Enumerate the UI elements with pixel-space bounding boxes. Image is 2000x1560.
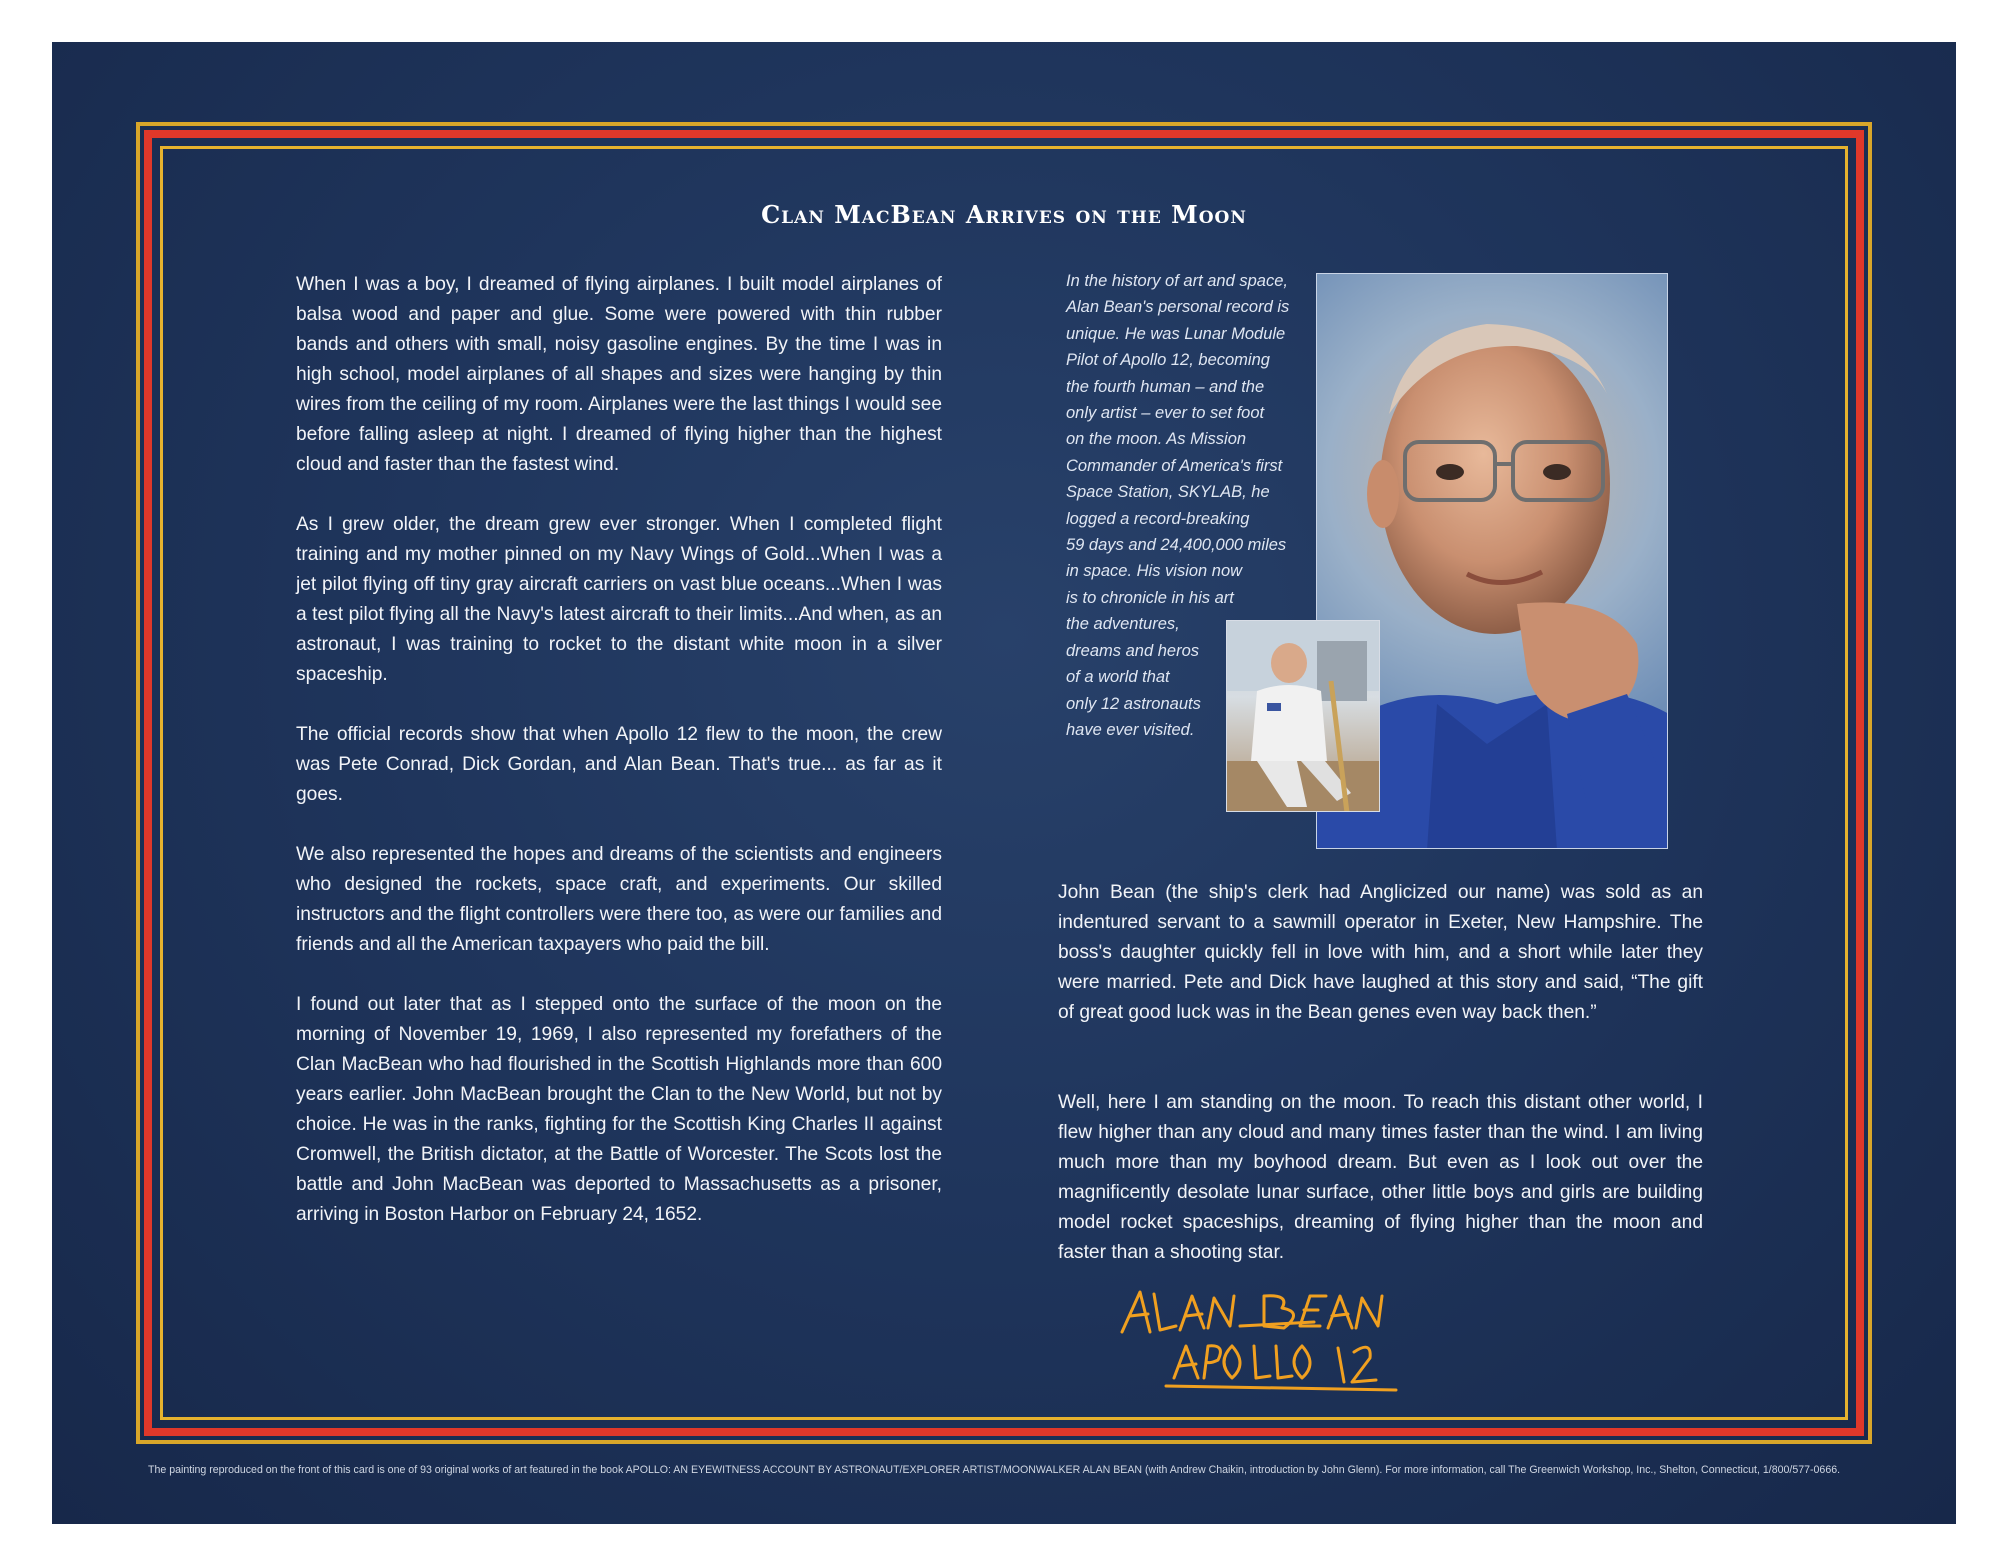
astronaut-illustration bbox=[1227, 621, 1380, 812]
paragraph: The official records show that when Apollo 12 flew to the moon, the crew was Pete Conrad, Dick Gordan, and Alan Bean. That's true... as far as it goes. bbox=[296, 724, 942, 805]
bio-line: only artist – ever to set foot bbox=[1066, 404, 1265, 423]
bio-line: the adventures, bbox=[1066, 615, 1180, 634]
paragraph: Well, here I am standing on the moon. To reach this distant other world, I flew higher than any cloud and many times faster than the wind. I am living much more than my boyhood dream. But even as I look out over the magnificently desolate lunar surface, other little boys and girls are building model rocket spaceships, dreaming of flying higher than the moon and faster than a shooting star. bbox=[1058, 1092, 1703, 1263]
footnote: The painting reproduced on the front of this card is one of 93 original works of art featured in the book APOLLO: AN EYEWITNESS ACCOUNT BY ASTRONAUT/EXPLORER ARTIST/MOONWALKER ALAN BEAN (with Andrew Chaikin, introduction by John Glenn). For more information, call The Greenwich Workshop, Inc., Shelton, Connecticut, 1/800/577-0666. bbox=[148, 1464, 1841, 1476]
bio-line: unique. He was Lunar Module bbox=[1066, 324, 1286, 343]
left-column bbox=[296, 270, 942, 1260]
astronaut-photo bbox=[1226, 620, 1380, 812]
bio-line: the fourth human – and the bbox=[1066, 377, 1265, 396]
paragraph: I found out later that as I stepped onto the surface of the moon on the morning of November 19, 1969, I also represented my forefathers of the Clan MacBean who had flourished in the Scottish Highlands more than 600 years earlier. John MacBean brought the Clan to the New World, but not by choice. He was in the ranks, fighting for the Scottish King Charles II against Cromwell, the British dictator, at the Battle of Worcester. The Scots lost the battle and John MacBean was deported to Massachusetts as a prisoner, arriving in Boston Harbor on February 24, 1652. bbox=[296, 994, 942, 1225]
right-column bbox=[1058, 878, 1703, 1058]
bio-line: on the moon. As Mission bbox=[1066, 430, 1247, 449]
bio-line: in space. His vision now bbox=[1066, 562, 1243, 581]
bio-line: Space Station, SKYLAB, he bbox=[1066, 483, 1270, 502]
bio-line: dreams and heros bbox=[1066, 641, 1199, 660]
bio-line: 59 days and 24,400,000 miles bbox=[1066, 536, 1287, 555]
right-column-closing bbox=[1058, 1088, 1703, 1298]
bio-line: Pilot of Apollo 12, becoming bbox=[1066, 351, 1270, 370]
bio-line: of a world that bbox=[1066, 668, 1170, 687]
paragraph: As I grew older, the dream grew ever stronger. When I completed flight training and my mother pinned on my Navy Wings of Gold...When I was a jet pilot flying off tiny gray aircraft carriers on vast blue oceans...When I was a test pilot flying all the Navy's latest aircraft to their limits...And when, as an astronaut, I was training to rocket to the distant white moon in a silver spaceship. bbox=[296, 514, 942, 685]
paragraph: When I was a boy, I dreamed of flying airplanes. I built model airplanes of balsa wood and paper and glue. Some were powered with thin rubber bands and others with small, noisy gasoline engines. By the time I was in high school, model airplanes of all shapes and sizes were hanging by thin wires from the ceiling of my room. Airplanes were the last things I would see before falling asleep at night. I dreamed of flying higher than the highest cloud and faster than the fastest wind. bbox=[296, 274, 942, 475]
signature-handwriting bbox=[1114, 1282, 1414, 1402]
bio-line: logged a record-breaking bbox=[1066, 509, 1250, 528]
bio-line: Commander of America's first bbox=[1066, 456, 1283, 475]
bio-line: In the history of art and space, bbox=[1066, 272, 1288, 290]
paragraph: John Bean (the ship's clerk had Anglicized our name) was sold as an indentured servant to a sawmill operator in Exeter, New Hampshire. The boss's daughter quickly fell in love with him, and a short while later they were married. Pete and Dick have laughed at this story and said, “The gift of great good luck was in the Bean genes even way back then.” bbox=[1058, 882, 1703, 1023]
signature bbox=[1114, 1282, 1414, 1402]
bio-line: is to chronicle in his art bbox=[1066, 588, 1234, 607]
bio-line: only 12 astronauts bbox=[1066, 694, 1201, 713]
bio-line: have ever visited. bbox=[1066, 720, 1195, 739]
page-title: Clan MacBean Arrives on the Moon bbox=[761, 200, 1247, 229]
bio-line: Alan Bean's personal record is bbox=[1066, 298, 1290, 317]
paragraph: We also represented the hopes and dreams of the scientists and engineers who designed the rockets, space craft, and experiments. Our skilled instructors and the flight controllers were there too, as were our families and friends and all the American taxpayers who paid the bill. bbox=[296, 844, 942, 955]
card bbox=[52, 42, 1956, 1524]
